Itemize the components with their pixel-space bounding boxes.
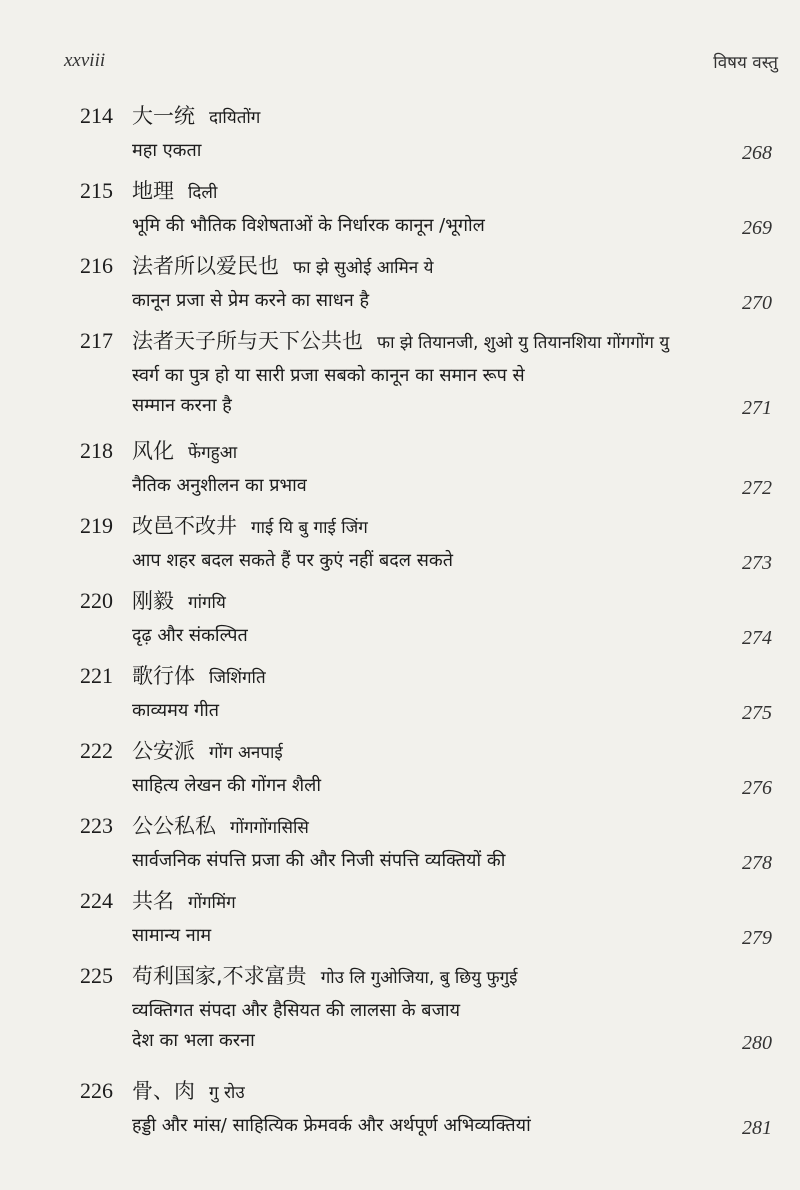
hindi-meaning: स्वर्ग का पुत्र हो या सारी प्रजा सबको कानून का समान रूप से: [132, 365, 525, 386]
toc-entry[interactable]: [80, 1075, 780, 1141]
toc-entry[interactable]: [80, 885, 780, 951]
toc-entry[interactable]: [80, 960, 780, 1056]
hindi-meaning: देश का भला करना: [132, 1030, 255, 1051]
entry-heading: [80, 175, 780, 205]
chinese-term: 法者所以爱民也: [132, 254, 279, 278]
chinese-term: 改邑不改井: [132, 514, 237, 538]
entry-number: 217: [80, 328, 113, 353]
toc-entry[interactable]: [80, 175, 780, 241]
entry-number: 214: [80, 103, 113, 128]
chinese-term: 公公私私: [132, 814, 216, 838]
transliteration: गाई यि बु गाई जिंग: [251, 518, 368, 538]
transliteration: गांगयि: [188, 593, 226, 613]
chinese-term: 苟利国家,不求富贵: [132, 964, 307, 988]
running-header: विषय वस्तु: [713, 53, 778, 73]
entry-heading: [80, 585, 780, 615]
entry-heading: [80, 435, 780, 465]
entry-heading: [80, 250, 780, 280]
page-reference: 280: [742, 1032, 772, 1054]
hindi-meaning: सम्मान करना है: [132, 395, 232, 416]
entry-number: 219: [80, 513, 113, 538]
chinese-term: 法者天子所与天下公共也: [132, 329, 363, 353]
hindi-meaning: हड्डी और मांस/ साहित्यिक फ्रेमवर्क और अर्थपूर्ण अभिव्यक्तियां: [132, 1115, 531, 1136]
hindi-meaning: भूमि की भौतिक विशेषताओं के निर्धारक कानून /भूगोल: [132, 215, 485, 236]
toc-entry[interactable]: [80, 325, 780, 421]
page-reference: 276: [742, 777, 772, 799]
page-reference: 278: [742, 852, 772, 874]
chinese-term: 刚毅: [132, 589, 174, 613]
transliteration: गोंग अनपाई: [209, 743, 283, 763]
toc-entry[interactable]: [80, 250, 780, 316]
hindi-meaning: कानून प्रजा से प्रेम करने का साधन है: [132, 290, 370, 311]
entry-number: 215: [80, 178, 113, 203]
chinese-term: 风化: [132, 439, 174, 463]
page-reference: 281: [742, 1117, 772, 1139]
toc-entry[interactable]: [80, 735, 780, 801]
entry-number: 221: [80, 663, 113, 688]
page-reference: 279: [742, 927, 772, 949]
transliteration: जिशिंगति: [209, 668, 266, 688]
hindi-meaning: आप शहर बदल सकते हैं पर कुएं नहीं बदल सकते: [132, 550, 453, 571]
chinese-term: 歌行体: [132, 664, 195, 688]
hindi-meaning: व्यक्तिगत संपदा और हैसियत की लालसा के बजाय: [132, 1000, 461, 1021]
transliteration: फेंगहुआ: [188, 443, 238, 463]
chinese-term: 共名: [132, 889, 174, 913]
page-reference: 271: [742, 397, 772, 419]
hindi-meaning: साहित्य लेखन की गोंगन शैली: [132, 775, 322, 796]
entry-number: 220: [80, 588, 113, 613]
entry-heading: [80, 735, 780, 765]
page-reference: 272: [742, 477, 772, 499]
page-reference: 273: [742, 552, 772, 574]
toc-entry[interactable]: [80, 660, 780, 726]
page-reference: 270: [742, 292, 772, 314]
transliteration: फा झे तियानजी, शुओ यु तियानशिया गोंगगोंग यु: [377, 333, 670, 353]
hindi-meaning: काव्यमय गीत: [132, 700, 220, 721]
entry-heading: [80, 660, 780, 690]
transliteration: गोंगगोंगसिसि: [230, 818, 309, 838]
entry-heading: [80, 325, 780, 355]
entry-number: 225: [80, 963, 113, 988]
entry-heading: [80, 960, 780, 990]
entry-heading: [80, 1075, 780, 1105]
transliteration: दायितोंग: [209, 108, 261, 128]
page-reference: 275: [742, 702, 772, 724]
entry-number: 226: [80, 1078, 113, 1103]
hindi-meaning: महा एकता: [132, 140, 202, 161]
entry-number: 218: [80, 438, 113, 463]
toc-entry[interactable]: [80, 810, 780, 876]
entry-heading: [80, 510, 780, 540]
chinese-term: 大一统: [132, 104, 195, 128]
transliteration: दिली: [188, 183, 218, 203]
page-reference: 269: [742, 217, 772, 239]
entry-heading: [80, 100, 780, 130]
transliteration: गु रोउ: [209, 1083, 245, 1103]
transliteration: फा झे सुओई आमिन ये: [293, 258, 434, 278]
entry-number: 224: [80, 888, 113, 913]
page-reference: 274: [742, 627, 772, 649]
page-reference: 268: [742, 142, 772, 164]
page-number-roman: xxviii: [64, 50, 106, 71]
entry-number: 216: [80, 253, 113, 278]
entry-heading: [80, 810, 780, 840]
hindi-meaning: दृढ़ और संकल्पित: [132, 625, 248, 646]
hindi-meaning: सामान्य नाम: [132, 925, 212, 946]
chinese-term: 公安派: [132, 739, 195, 763]
hindi-meaning: नैतिक अनुशीलन का प्रभाव: [132, 475, 307, 496]
transliteration: गोउ लि गुओजिया, बु छियु फुगुई: [320, 968, 518, 988]
entry-heading: [80, 885, 780, 915]
hindi-meaning: सार्वजनिक संपत्ति प्रजा की और निजी संपत्ति व्यक्तियों की: [132, 850, 506, 871]
toc-entry[interactable]: [80, 100, 780, 166]
toc-entry[interactable]: [80, 435, 780, 501]
entry-number: 222: [80, 738, 113, 763]
transliteration: गोंगमिंग: [188, 893, 236, 913]
toc-entry[interactable]: [80, 510, 780, 576]
chinese-term: 骨、肉: [132, 1079, 195, 1103]
toc-entry[interactable]: [80, 585, 780, 651]
chinese-term: 地理: [132, 179, 174, 203]
entry-number: 223: [80, 813, 113, 838]
